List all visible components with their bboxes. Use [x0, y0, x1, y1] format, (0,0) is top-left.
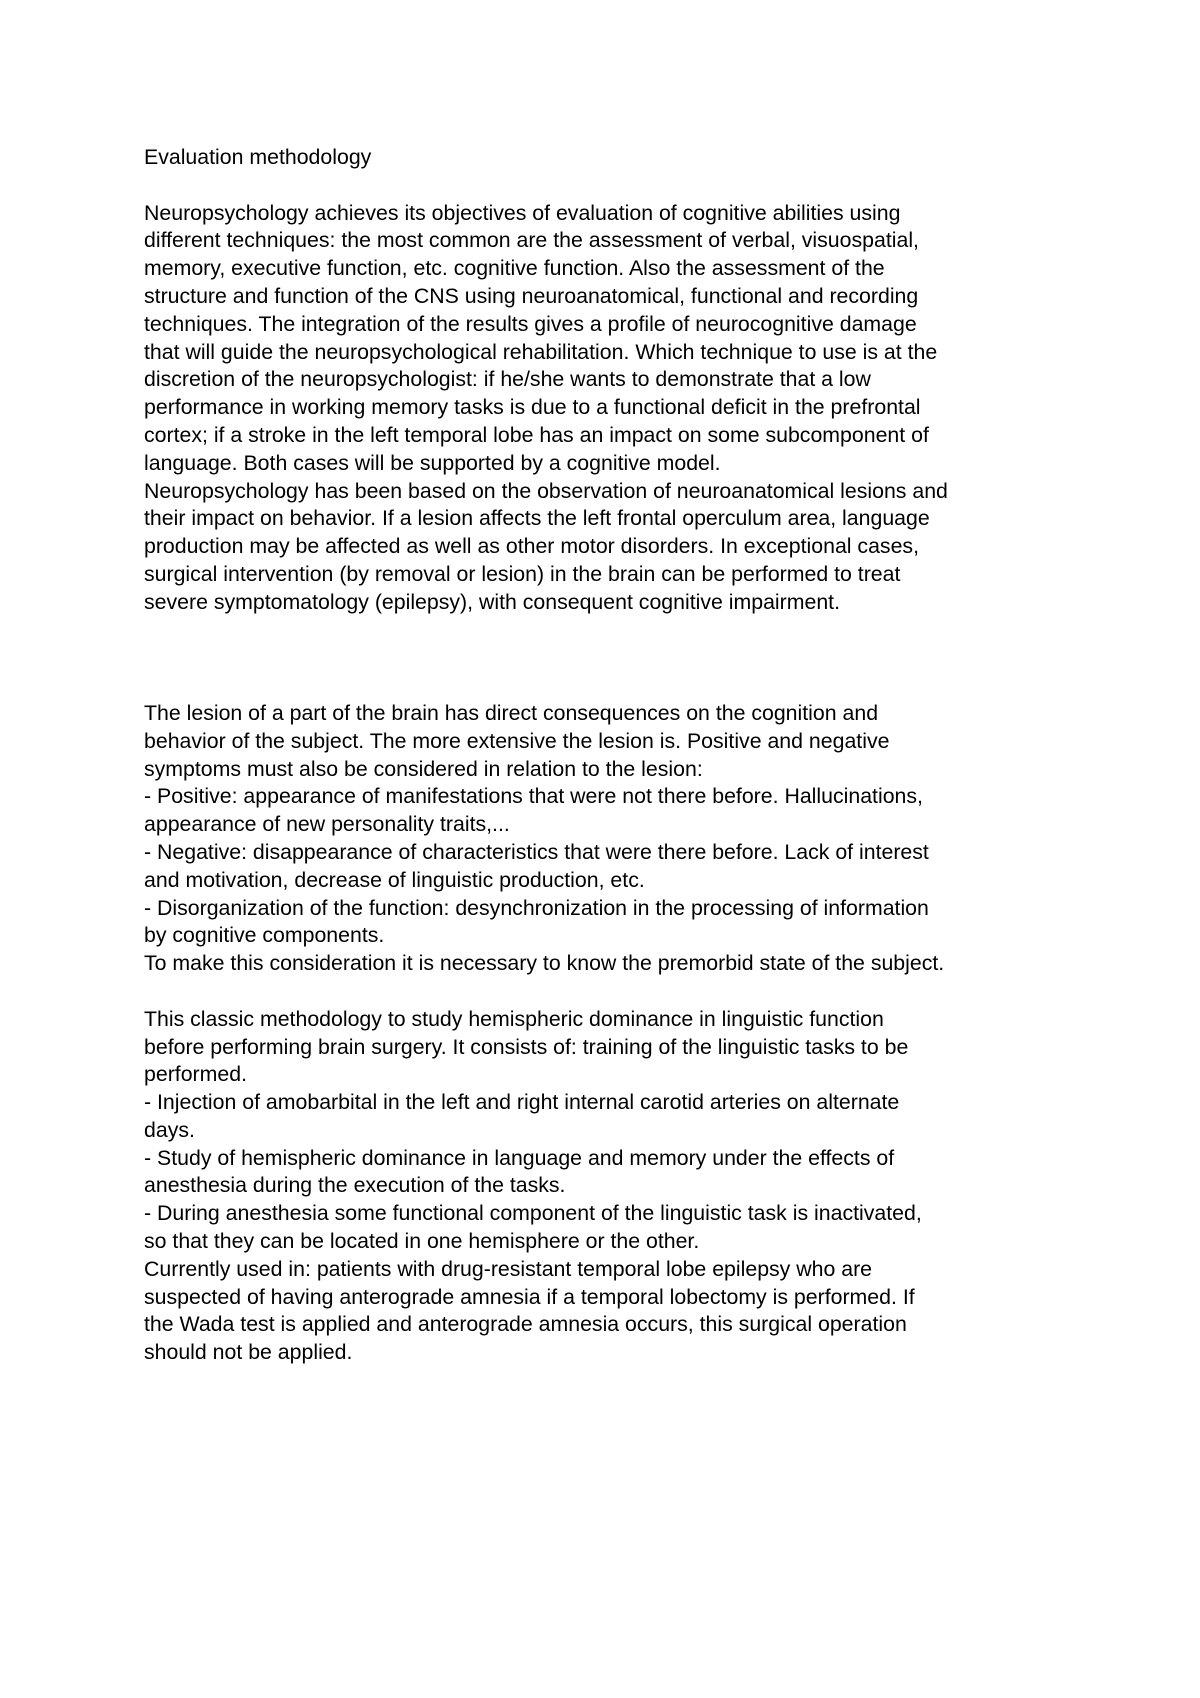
- text-line: discretion of the neuropsychologist: if he/she wants to demonstrate that a low: [144, 367, 871, 392]
- text-line: severe symptomatology (epilepsy), with consequent cognitive impairment.: [144, 589, 841, 614]
- list-item: - Disorganization of the function: desynchronization in the processing of information: [144, 895, 929, 920]
- text-line: structure and function of the CNS using neuroanatomical, functional and recording: [144, 283, 919, 308]
- paragraph-wada-test: [144, 1006, 1074, 1367]
- text-line: To make this consideration it is necessary to know the premorbid state of the subject.: [144, 951, 945, 976]
- text-line: language. Both cases will be supported by a cognitive model.: [144, 450, 721, 475]
- text-line: and motivation, decrease of linguistic production, etc.: [144, 867, 645, 892]
- text-line: behavior of the subject. The more extensive the lesion is. Positive and negative: [144, 728, 890, 753]
- text-line: Currently used in: patients with drug-resistant temporal lobe epilepsy who are: [144, 1256, 873, 1281]
- text-line: the Wada test is applied and anterograde amnesia occurs, this surgical operation: [144, 1312, 907, 1337]
- text-line: appearance of new personality traits,...: [144, 812, 510, 837]
- text-line: memory, executive function, etc. cognitive function. Also the assessment of the: [144, 256, 885, 281]
- text-line: This classic methodology to study hemispheric dominance in linguistic function: [144, 1006, 884, 1031]
- text-line: surgical intervention (by removal or lesion) in the brain can be performed to treat: [144, 561, 901, 586]
- document-body: [144, 144, 1074, 1367]
- spacer: [144, 617, 1074, 700]
- text-line: different techniques: the most common are the assessment of verbal, visuospatial,: [144, 228, 919, 253]
- spacer: [144, 172, 1074, 200]
- text-line: suspected of having anterograde amnesia if a temporal lobectomy is performed. If: [144, 1284, 915, 1309]
- list-item: - Positive: appearance of manifestations that were not there before. Hallucinations,: [144, 784, 923, 809]
- list-item: - Negative: disappearance of characteristics that were there before. Lack of interest: [144, 839, 929, 864]
- document-title: Evaluation methodology: [144, 145, 372, 169]
- paragraph-lesions-observation: [144, 478, 1074, 617]
- text-line: should not be applied.: [144, 1340, 353, 1365]
- text-line: that will guide the neuropsychological rehabilitation. Which technique to use is at the: [144, 339, 938, 364]
- text-line: symptoms must also be considered in relation to the lesion:: [144, 756, 703, 781]
- text-line: The lesion of a part of the brain has direct consequences on the cognition and: [144, 700, 879, 725]
- text-line: performed.: [144, 1062, 247, 1087]
- paragraph-intro-techniques: [144, 200, 1074, 478]
- text-line: Neuropsychology has been based on the observation of neuroanatomical lesions and: [144, 478, 948, 503]
- text-line: production may be affected as well as other motor disorders. In exceptional cases,: [144, 534, 919, 559]
- list-item: - During anesthesia some functional component of the linguistic task is inactivated,: [144, 1201, 922, 1226]
- spacer: [144, 978, 1074, 1006]
- paragraph-symptoms: [144, 700, 1074, 978]
- text-line: anesthesia during the execution of the tasks.: [144, 1173, 566, 1198]
- text-line: Neuropsychology achieves its objectives of evaluation of cognitive abilities using: [144, 200, 901, 225]
- text-line: before performing brain surgery. It consists of: training of the linguistic tasks to be: [144, 1034, 909, 1059]
- text-line: techniques. The integration of the results gives a profile of neurocognitive damage: [144, 311, 917, 336]
- text-line: their impact on behavior. If a lesion affects the left frontal operculum area, language: [144, 506, 930, 531]
- text-line: so that they can be located in one hemisphere or the other.: [144, 1229, 700, 1254]
- list-item: - Injection of amobarbital in the left and right internal carotid arteries on alternate: [144, 1090, 900, 1115]
- text-line: by cognitive components.: [144, 923, 385, 948]
- text-line: cortex; if a stroke in the left temporal lobe has an impact on some subcomponent of: [144, 422, 929, 447]
- text-line: performance in working memory tasks is due to a functional deficit in the prefrontal: [144, 395, 921, 420]
- text-line: days.: [144, 1117, 195, 1142]
- list-item: - Study of hemispheric dominance in language and memory under the effects of: [144, 1145, 895, 1170]
